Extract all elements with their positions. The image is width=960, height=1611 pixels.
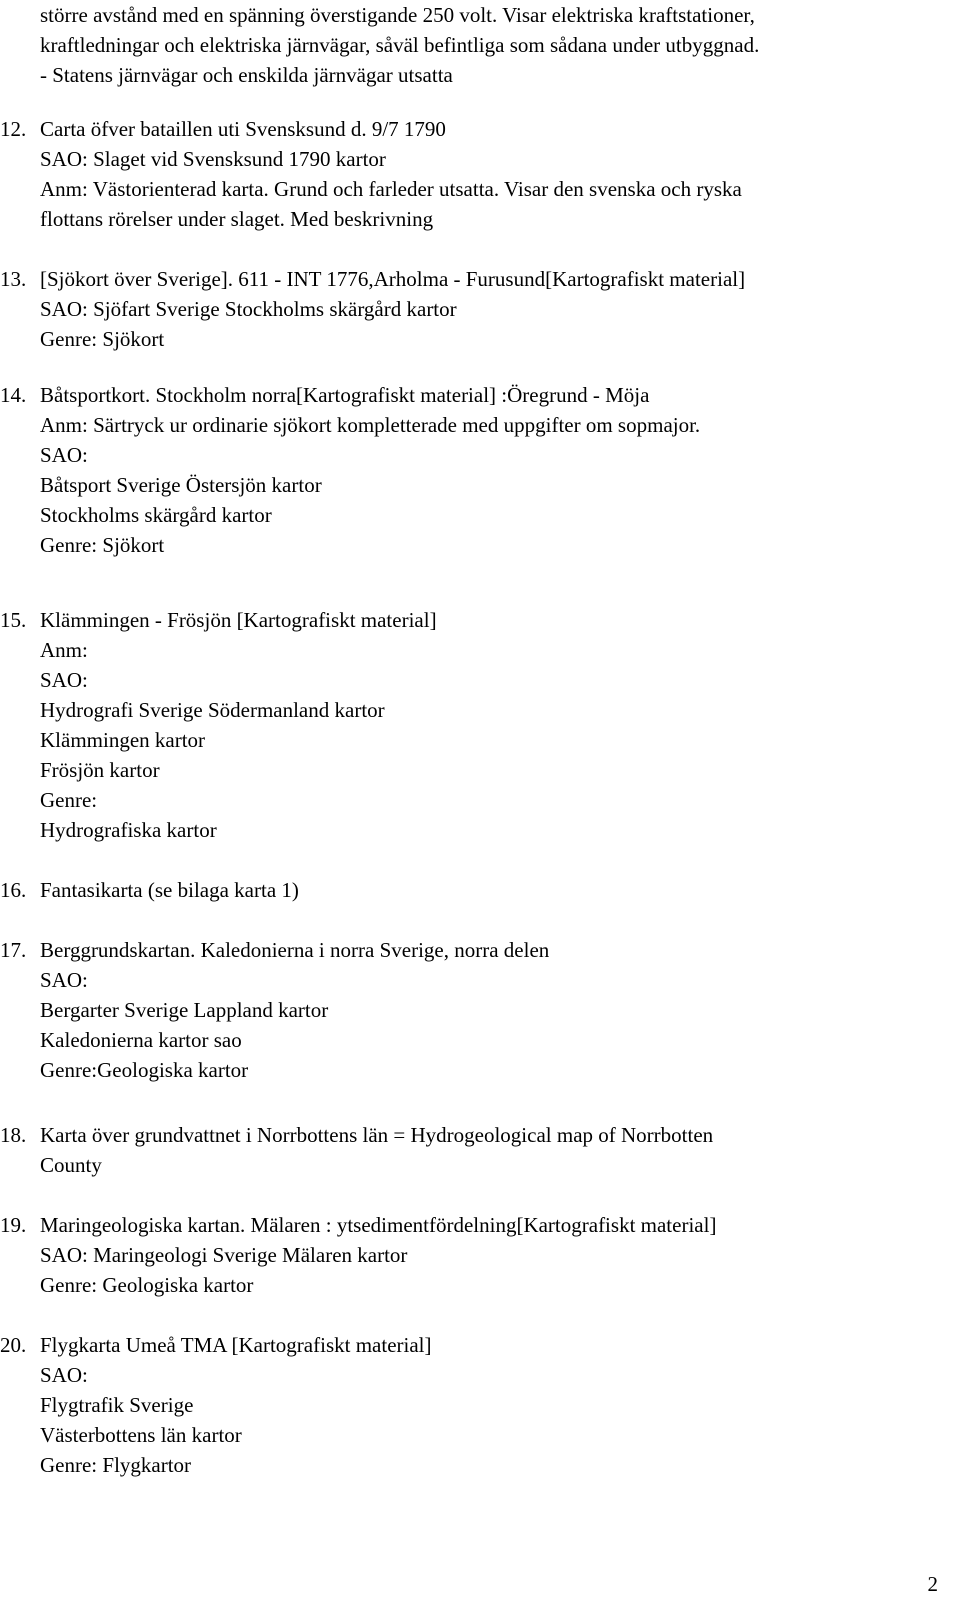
- entry-line: Flygtrafik Sverige: [40, 1393, 194, 1417]
- entry-title: Klämmingen - Frösjön [Kartografiskt material]: [40, 608, 437, 632]
- entry-line: Båtsport Sverige Östersjön kartor: [40, 473, 322, 497]
- entry-line: flottans rörelser under slaget. Med beskrivning: [40, 207, 434, 231]
- catalog-entry-15: [0, 605, 940, 845]
- entry-line: Genre: Flygkartor: [40, 1453, 192, 1477]
- catalog-entry-14: [0, 380, 940, 560]
- catalog-entry-16: [0, 875, 940, 905]
- catalog-entry-19: [0, 1210, 940, 1300]
- entry-line: Kaledonierna kartor sao: [40, 1028, 242, 1052]
- entry-line: SAO: Sjöfart Sverige Stockholms skärgård kartor: [40, 297, 457, 321]
- intro-paragraph: [40, 0, 940, 90]
- catalog-entry-12: [0, 114, 940, 234]
- entry-line: Bergarter Sverige Lappland kartor: [40, 998, 329, 1022]
- catalog-entry-13: [0, 264, 940, 354]
- entry-line: Klämmingen kartor: [40, 728, 206, 752]
- entry-number: 15.: [0, 608, 27, 632]
- entry-line: Genre:: [40, 788, 98, 812]
- catalog-entry-20: [0, 1330, 940, 1480]
- catalog-entry-17: [0, 935, 940, 1085]
- entry-line: Genre: Sjökort: [40, 533, 165, 557]
- entry-line: Västerbottens län kartor: [40, 1423, 242, 1447]
- entry-title: Maringeologiska kartan. Mälaren : ytsedimentfördelning[Kartografiskt material]: [40, 1213, 717, 1237]
- entry-line: Genre: Geologiska kartor: [40, 1273, 254, 1297]
- entry-line: Hydrografi Sverige Södermanland kartor: [40, 698, 385, 722]
- entry-number: 19.: [0, 1213, 27, 1237]
- entry-line: SAO: Slaget vid Svensksund 1790 kartor: [40, 147, 386, 171]
- entry-line: Genre:Geologiska kartor: [40, 1058, 249, 1082]
- catalog-entry-18: [0, 1120, 940, 1180]
- intro-line: - Statens järnvägar och enskilda järnvägar utsatta: [40, 63, 453, 87]
- entry-title: Flygkarta Umeå TMA [Kartografiskt material]: [40, 1333, 432, 1357]
- entry-number: 13.: [0, 267, 27, 291]
- entry-title: Berggrundskartan. Kaledonierna i norra Sverige, norra delen: [40, 938, 550, 962]
- page-number: 2: [927, 1572, 938, 1596]
- entry-line: SAO:: [40, 668, 88, 692]
- entry-line: SAO:: [40, 443, 88, 467]
- entry-title: Fantasikarta (se bilaga karta 1): [40, 878, 299, 902]
- entry-line: SAO:: [40, 1363, 88, 1387]
- entry-line: Frösjön kartor: [40, 758, 160, 782]
- entry-number: 17.: [0, 938, 27, 962]
- entry-line: County: [40, 1153, 102, 1177]
- entry-line: Anm:: [40, 638, 88, 662]
- entry-title: Karta över grundvattnet i Norrbottens län = Hydrogeological map of Norrbotten: [40, 1123, 714, 1147]
- entry-title: Båtsportkort. Stockholm norra[Kartografiskt material] :Öregrund - Möja: [40, 383, 650, 407]
- intro-line: kraftledningar och elektriska järnvägar, såväl befintliga som sådana under utbyggnad.: [40, 33, 760, 57]
- entry-line: Genre: Sjökort: [40, 327, 165, 351]
- entry-number: 20.: [0, 1333, 27, 1357]
- entry-line: SAO:: [40, 968, 88, 992]
- entry-number: 14.: [0, 383, 27, 407]
- entry-line: Hydrografiska kartor: [40, 818, 217, 842]
- entry-line: Anm: Särtryck ur ordinarie sjökort kompletterade med uppgifter om sopmajor.: [40, 413, 701, 437]
- entry-number: 18.: [0, 1123, 27, 1147]
- entry-number: 16.: [0, 878, 27, 902]
- intro-line: större avstånd med en spänning överstigande 250 volt. Visar elektriska kraftstationer,: [40, 3, 755, 27]
- entry-title: Carta öfver bataillen uti Svensksund d. 9/7 1790: [40, 117, 446, 141]
- entry-line: Anm: Västorienterad karta. Grund och farleder utsatta. Visar den svenska och ryska: [40, 177, 742, 201]
- entry-line: SAO: Maringeologi Sverige Mälaren kartor: [40, 1243, 408, 1267]
- entry-line: Stockholms skärgård kartor: [40, 503, 272, 527]
- entry-title: [Sjökort över Sverige]. 611 - INT 1776,Arholma - Furusund[Kartografiskt material]: [40, 267, 746, 291]
- entry-number: 12.: [0, 117, 27, 141]
